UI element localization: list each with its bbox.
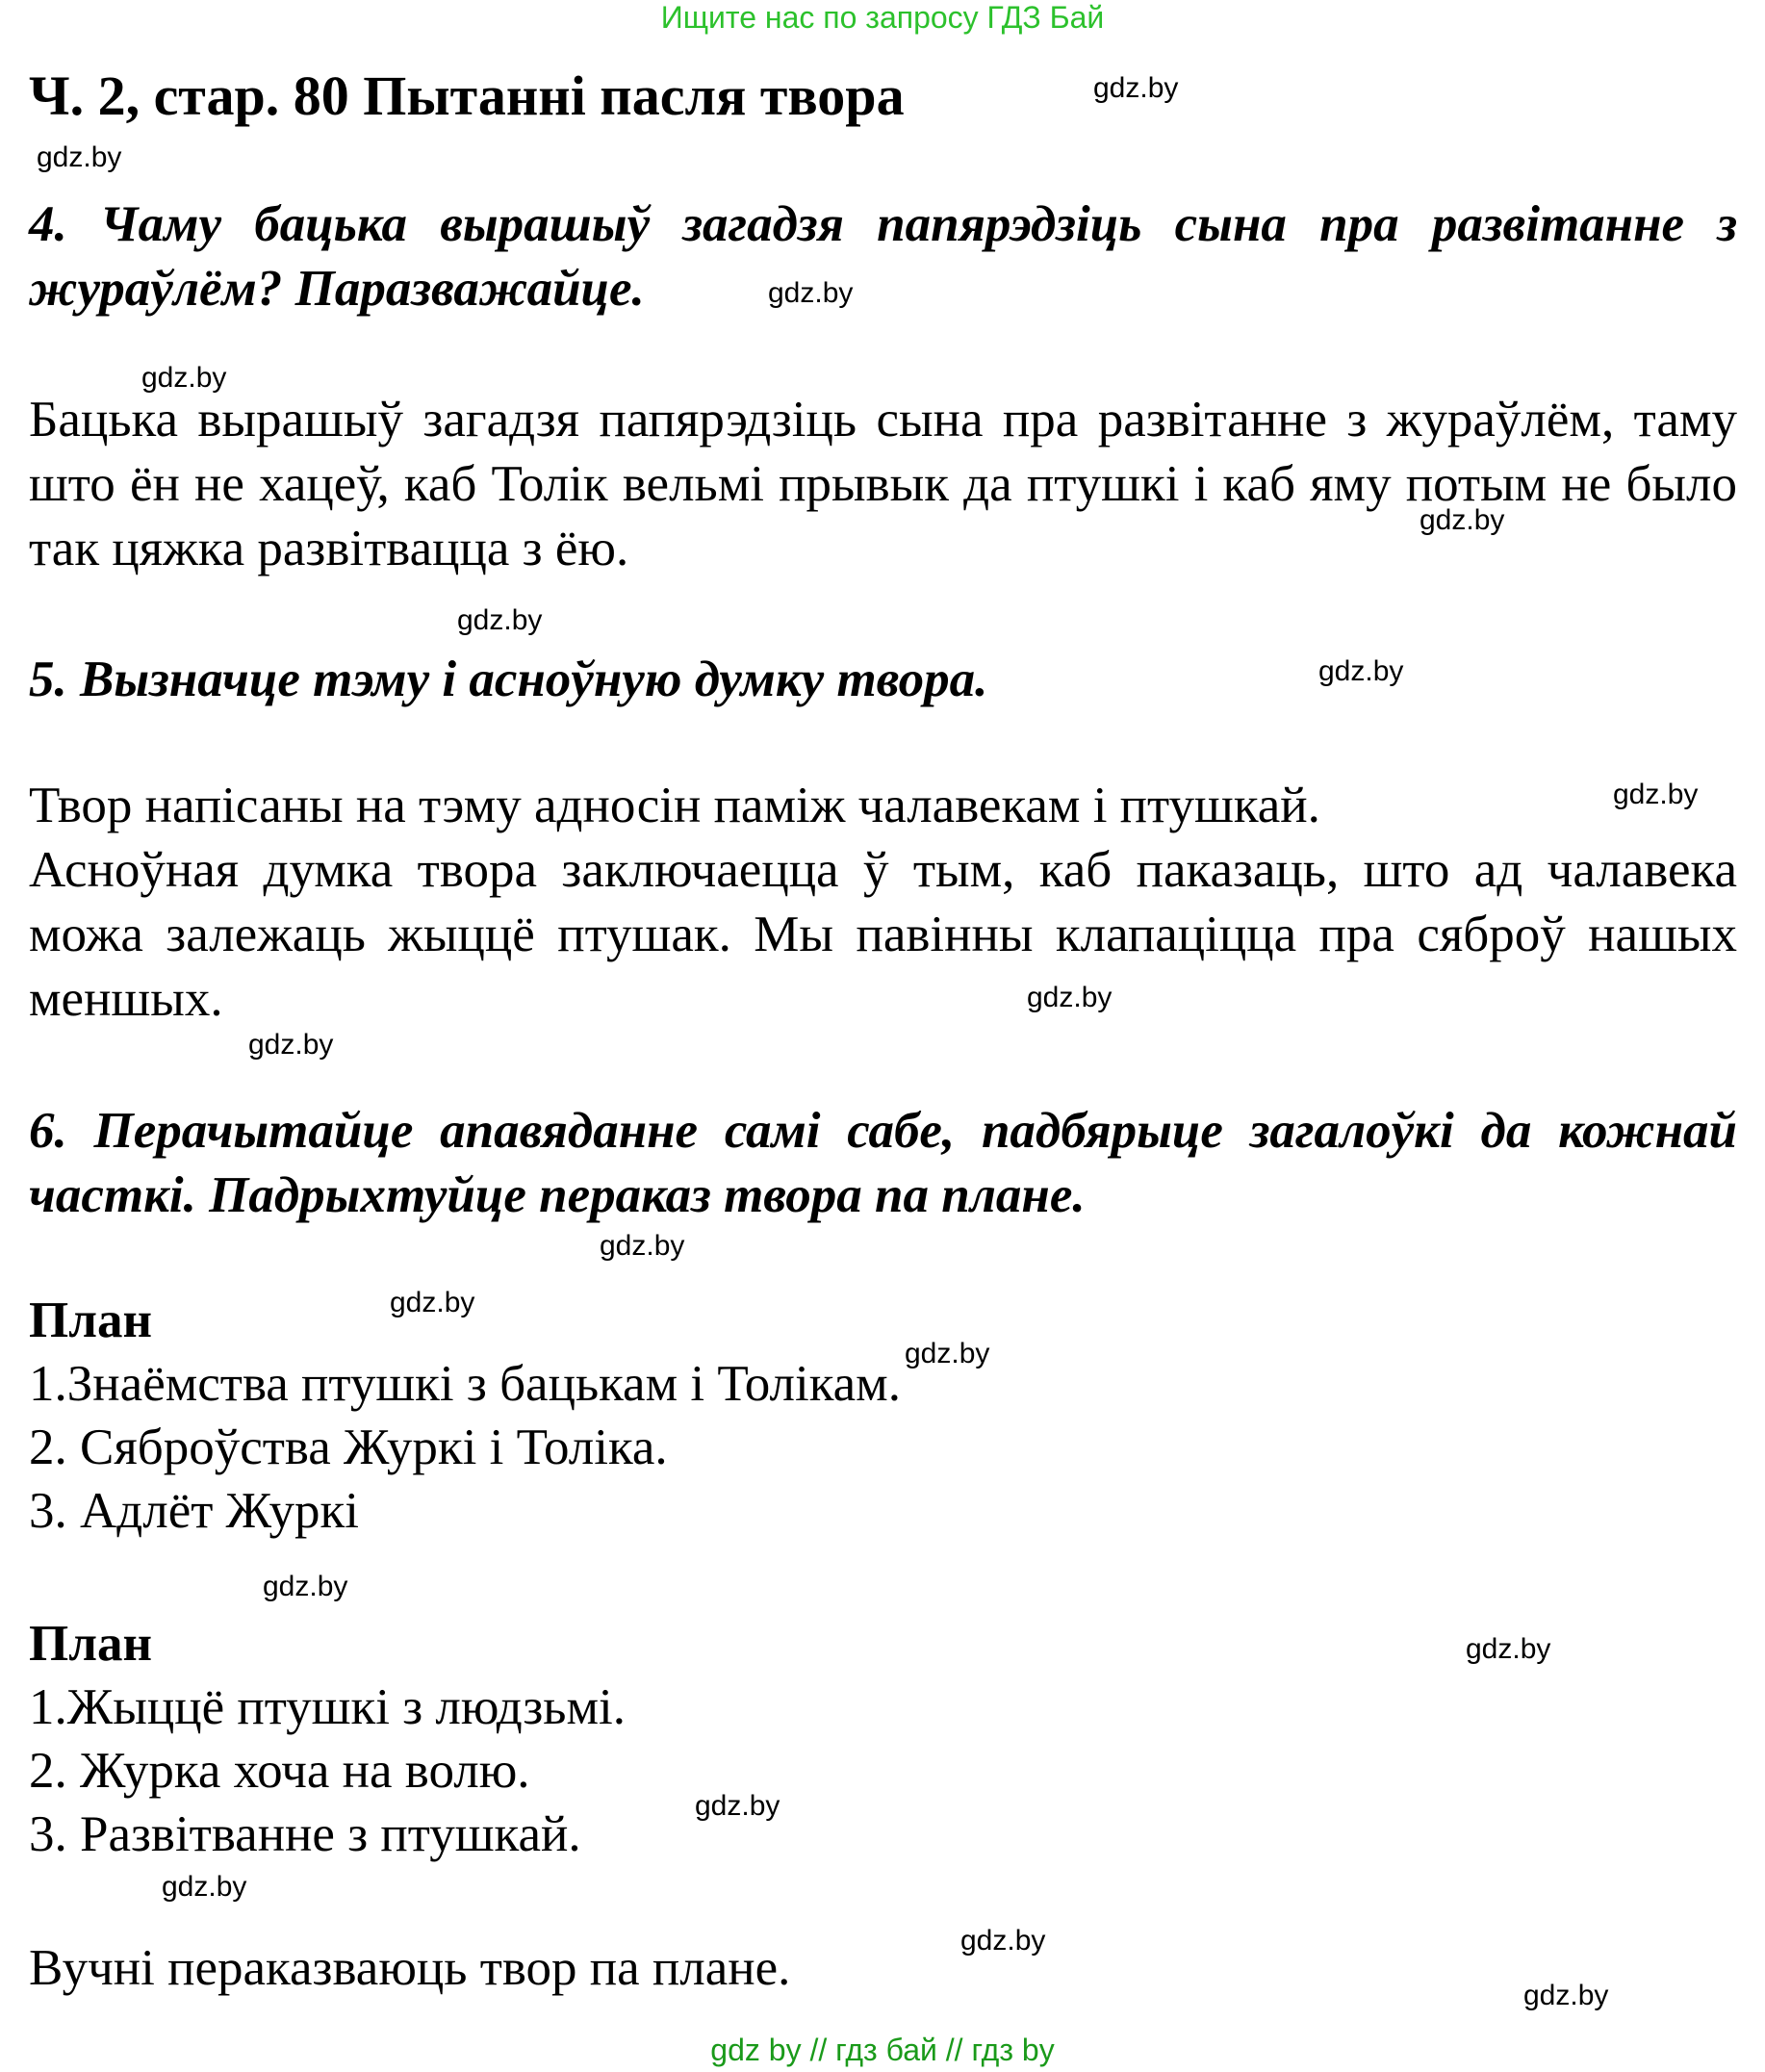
watermark: gdz.by [457, 604, 543, 636]
watermark: gdz.by [1318, 655, 1404, 687]
watermark: gdz.by [1466, 1633, 1551, 1665]
plan-2-item: 3. Развітванне з птушкай. [29, 1806, 581, 1862]
watermark: gdz.by [1093, 72, 1179, 104]
closing-note: Вучні пераказваюць твор па плане. [29, 1940, 791, 1996]
watermark: gdz.by [263, 1571, 348, 1602]
question-6: 6. Перачытайце апавяданне самі сабе, падбярыце загалоўкі да кожнай часткі. Падрыхтуйце пераказ твора па плане. [29, 1103, 1737, 1223]
watermark: gdz.by [248, 1029, 334, 1061]
watermark: gdz.by [695, 1790, 780, 1822]
question-5: 5. Вызначце тэму і асноўную думку твора. [29, 652, 988, 707]
plan-2-heading: План [29, 1616, 152, 1672]
search-banner[interactable]: Ищите нас по запросу ГДЗ Бай [660, 0, 1105, 35]
watermark: gdz.by [600, 1230, 685, 1262]
watermark: gdz.by [390, 1287, 475, 1318]
watermark: gdz.by [141, 362, 227, 394]
watermark: gdz.by [1523, 1980, 1609, 2011]
watermark: gdz.by [960, 1925, 1046, 1957]
watermark: gdz.by [768, 277, 854, 309]
answer-5-body: Асноўная думка твора заключаецца ў тым, каб паказаць, што ад чалавека можа залежаць жыццё птушак. Мы павінны клапаціцца пра сяброў нашых меншых. [29, 842, 1737, 1027]
plan-1-item: 2. Сяброўства Журкі і Толіка. [29, 1420, 668, 1475]
plan-1-item: 3. Адлёт Журкі [29, 1483, 359, 1539]
question-4: 4. Чаму бацька вырашыў загадзя папярэдзіць сына пра развітанне з жураўлём? Паразважайце. [29, 196, 1737, 317]
watermark: gdz.by [37, 141, 122, 173]
plan-1-heading: План [29, 1292, 152, 1348]
watermark: gdz.by [1613, 779, 1699, 810]
watermark: gdz.by [905, 1338, 990, 1369]
answer-5-line-1: Твор напісаны на тэму адносін паміж чалавекам і птушкай. [29, 778, 1320, 833]
plan-1-item: 1.Знаёмства птушкі з бацькам і Толікам. [29, 1356, 901, 1412]
answer-4: Бацька вырашыў загадзя папярэдзіць сына пра развітанне з жураўлём, таму што ён не хацеў, каб Толік вельмі прывык да птушкі і каб яму потым не было так цяжка развітвацца з ёю. [29, 392, 1737, 576]
page-title: Ч. 2, стар. 80 Пытанні пасля твора [29, 64, 905, 127]
watermark: gdz.by [162, 1871, 247, 1903]
plan-2-item: 1.Жыццё птушкі з людзьмі. [29, 1679, 626, 1735]
footer-links[interactable]: gdz by // гдз бай // гдз by [710, 2033, 1055, 2067]
plan-2-item: 2. Журка хоча на волю. [29, 1743, 530, 1799]
watermark: gdz.by [1420, 504, 1505, 536]
watermark: gdz.by [1027, 982, 1113, 1013]
